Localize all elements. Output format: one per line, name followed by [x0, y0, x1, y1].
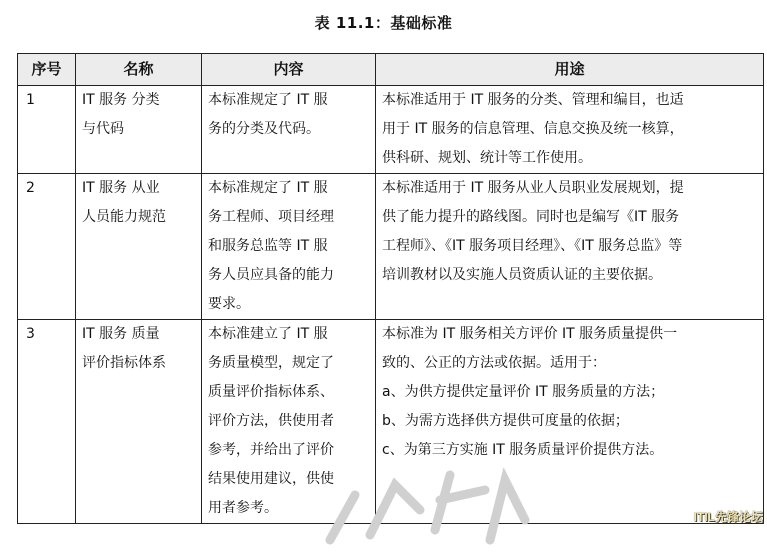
cell-content-line: 本标准规定了 IT 服 [208, 92, 328, 108]
cell-content [202, 86, 376, 174]
table-caption: 表 11.1：基础标准 [314, 14, 453, 32]
header-usage: 用途 [376, 54, 764, 86]
cell-usage-line: 用于 IT 服务的信息管理、信息交换及统一核算， [382, 121, 684, 137]
cell-usage-line: 本标准适用于 IT 服务的分类、管理和编目，也适 [382, 92, 684, 108]
cell-usage-line: a、为供方提供定量评价 IT 服务质量的方法； [382, 384, 665, 400]
header-name: 名称 [76, 54, 202, 86]
header-content: 内容 [202, 54, 376, 86]
cell-name-line: 人员能力规范 [82, 209, 166, 225]
cell-content-line: 结果使用建议，供使 [208, 471, 334, 487]
cell-name [76, 86, 202, 174]
cell-content-line: 本标准建立了 IT 服 [208, 326, 328, 342]
cell-usage-line: 本标准为 IT 服务相关方评价 IT 服务质量提供一 [382, 326, 678, 342]
table-row [18, 174, 764, 320]
cell-usage-line: 培训教材以及实施人员资质认证的主要依据。 [382, 267, 662, 283]
cell-name [76, 174, 202, 320]
cell-content [202, 320, 376, 524]
table-row [18, 86, 764, 174]
cell-usage [376, 86, 764, 174]
cell-usage-line: 供了能力提升的路线图。同时也是编写《IT 服务 [382, 209, 680, 225]
cell-usage-line: 致的、公正的方法或依据。适用于： [382, 355, 606, 371]
cell-content-line: 用者参考。 [208, 500, 278, 516]
cell-usage-line: 供科研、规划、统计等工作使用。 [382, 150, 592, 166]
standards-table [17, 53, 764, 524]
cell-usage [376, 174, 764, 320]
cell-content-line: 质量评价指标体系、 [208, 384, 334, 400]
cell-num: 1 [18, 86, 76, 174]
cell-usage-line: 工程师》、《IT 服务项目经理》、《IT 服务总监》等 [382, 238, 683, 254]
cell-content-line: 务人员应具备的能力 [208, 267, 334, 283]
cell-name-line: IT 服务 从业 [82, 180, 160, 196]
cell-name-line: IT 服务 分类 [82, 92, 160, 108]
cell-content-line: 本标准规定了 IT 服 [208, 180, 328, 196]
cell-usage-line: 本标准适用于 IT 服务从业人员职业发展规划，提 [382, 180, 684, 196]
cell-content-line: 务工程师、项目经理 [208, 209, 334, 225]
cell-content-line: 务质量模型，规定了 [208, 355, 334, 371]
cell-content-line: 和服务总监等 IT 服 [208, 238, 328, 254]
cell-name-line: 评价指标体系 [82, 355, 166, 371]
cell-content-line: 要求。 [208, 296, 250, 312]
cell-usage-line: c、为第三方实施 IT 服务质量评价提供方法。 [382, 442, 664, 458]
cell-content-line: 务的分类及代码。 [208, 121, 320, 137]
cell-name-line: IT 服务 质量 [82, 326, 160, 342]
cell-name [76, 320, 202, 524]
cell-usage-line: b、为需方选择供方提供可度量的依据； [382, 413, 629, 429]
cell-num: 2 [18, 174, 76, 320]
table-row [18, 320, 764, 524]
cell-name-line: 与代码 [82, 121, 124, 137]
cell-num: 3 [18, 320, 76, 524]
cell-content-line: 参考，并给出了评价 [208, 442, 334, 458]
cell-content-line: 评价方法，供使用者 [208, 413, 334, 429]
table-header-row [18, 54, 764, 86]
brand-watermark: ITIL先锋论坛 [693, 510, 763, 524]
header-num: 序号 [18, 54, 76, 86]
cell-usage [376, 320, 764, 524]
cell-content [202, 174, 376, 320]
